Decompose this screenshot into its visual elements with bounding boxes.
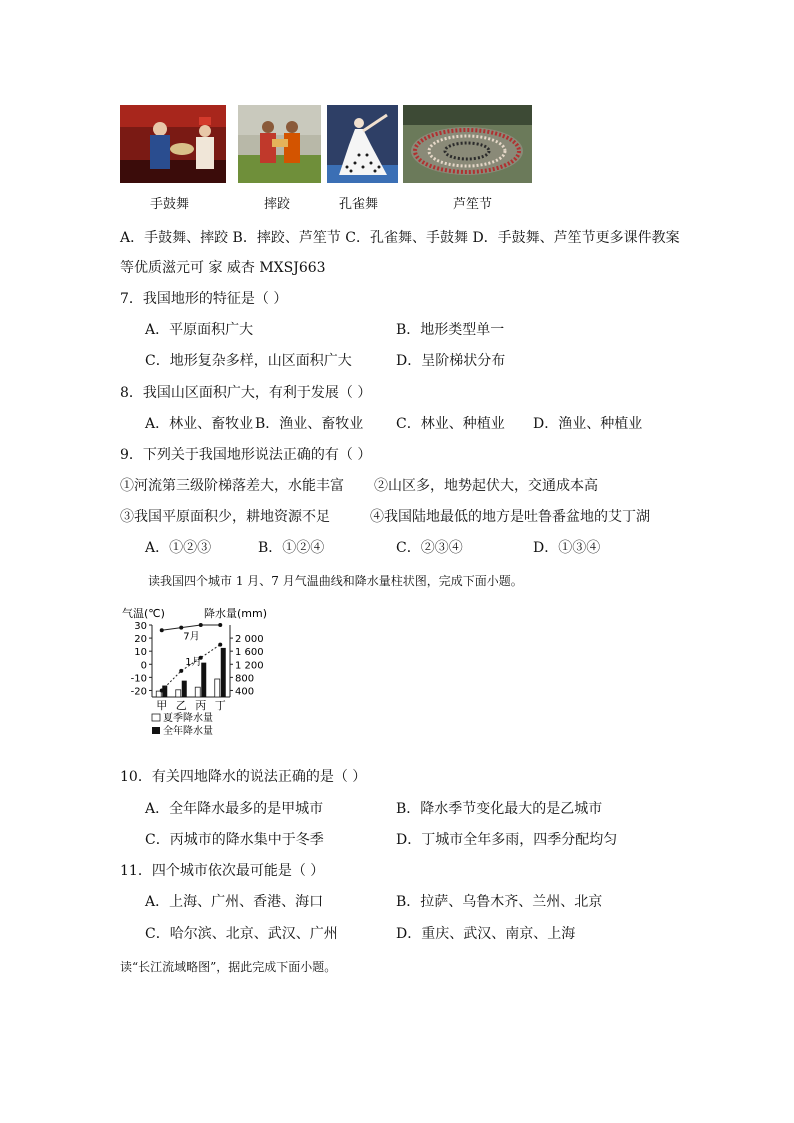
- q6-options: A．手鼓舞、摔跤 B．摔跤、芦笙节 C．孔雀舞、手鼓舞 D．手鼓舞、芦笙节更多课件教案: [120, 230, 680, 246]
- photo-caption: 摔跤: [264, 197, 291, 212]
- q10-option-b: B．降水季节变化最大的是乙城市: [396, 801, 603, 817]
- q8-stem: 8．我国山区面积广大，有利于发展（ ）: [120, 385, 372, 401]
- right-tick-label: 2 000: [235, 634, 264, 646]
- photo-lusheng-festival: [403, 105, 532, 183]
- photo-wrestling: [238, 105, 321, 183]
- legend-swatch-summer: [152, 714, 160, 721]
- q7-option-c: C．地形复杂多样，山区面积广大: [145, 353, 352, 369]
- left-tick-label: -20: [130, 686, 147, 698]
- category-label: 丙: [195, 699, 207, 712]
- q8-option-c: C．林业、种植业: [396, 416, 505, 432]
- category-label: 乙: [175, 699, 187, 712]
- point-july-temp: [218, 623, 222, 627]
- q9-option-d: D．①③④: [533, 540, 601, 556]
- photo-peacock-dance: [327, 105, 398, 183]
- q7-option-a: A．平原面积广大: [145, 322, 254, 338]
- legend-label-summer: 夏季降水量: [163, 713, 213, 724]
- left-tick-label: 10: [134, 647, 147, 659]
- right-tick-label: 400: [235, 686, 255, 698]
- point-july-temp: [160, 628, 164, 632]
- q9-option-b: B．①②④: [258, 540, 325, 556]
- q11-option-c: C．哈尔滨、北京、武汉、广州: [145, 926, 338, 942]
- bar-annual-precip: [182, 681, 187, 697]
- point-january-temp: [160, 688, 164, 692]
- left-tick-label: 0: [140, 660, 147, 672]
- category-label: 丁: [214, 699, 226, 712]
- legend-swatch-annual: [152, 727, 160, 734]
- q9-option-c: C．②③④: [396, 540, 463, 556]
- q10-option-a: A．全年降水最多的是甲城市: [145, 801, 324, 817]
- right-tick-label: 1 600: [235, 647, 264, 659]
- q9-statement-4: ④我国陆地最低的地方是吐鲁番盆地的艾丁湖: [370, 509, 650, 525]
- q10-stem: 10．有关四地降水的说法正确的是（ ）: [120, 769, 367, 785]
- left-tick-label: -10: [130, 673, 147, 685]
- bar-summer-precip: [195, 687, 200, 697]
- bar-summer-precip: [215, 679, 220, 697]
- map-intro: 读“长江流域略图”，据此完成下面小题。: [120, 960, 337, 974]
- series-label-january: 1月: [185, 656, 202, 668]
- q7-option-d: D．呈阶梯状分布: [396, 353, 506, 369]
- photo-caption: 手鼓舞: [150, 197, 190, 212]
- right-tick-label: 1 200: [235, 660, 264, 672]
- point-july-temp: [179, 626, 183, 630]
- right-axis-label: 降水量(mm): [204, 607, 268, 620]
- q7-option-b: B．地形类型单一: [396, 322, 505, 338]
- right-tick-label: 800: [235, 673, 255, 685]
- q8-option-a: A．林业、畜牧业: [145, 416, 254, 432]
- climate-chart: [118, 605, 288, 745]
- q11-option-b: B．拉萨、乌鲁木齐、兰州、北京: [396, 894, 603, 910]
- left-axis-label: 气温(℃): [122, 607, 165, 620]
- photo-hand-drum-dance: [120, 105, 226, 183]
- q9-statement-2: ②山区多，地势起伏大，交通成本高: [374, 478, 598, 494]
- q9-statement-1: ①河流第三级阶梯落差大，水能丰富: [120, 478, 344, 494]
- category-label: 甲: [156, 699, 168, 712]
- series-label-july: 7月: [183, 631, 200, 643]
- point-january-temp: [218, 643, 222, 647]
- q8-option-d: D．渔业、种植业: [533, 416, 643, 432]
- chart-intro: 读我国四个城市 1 月、7 月气温曲线和降水量柱状图，完成下面小题。: [148, 574, 523, 588]
- q6-tail-text: 等优质滋元可 家 威杏 MXSJ663: [120, 260, 326, 276]
- q7-stem: 7．我国地形的特征是（ ）: [120, 291, 288, 307]
- q11-option-d: D．重庆、武汉、南京、上海: [396, 926, 576, 942]
- left-tick-label: 30: [134, 621, 147, 632]
- q11-option-a: A．上海、广州、香港、海口: [145, 894, 324, 910]
- bar-annual-precip: [221, 648, 226, 697]
- point-july-temp: [199, 623, 203, 627]
- q11-stem: 11．四个城市依次最可能是（ ）: [120, 863, 325, 879]
- photo-caption: 芦笙节: [453, 197, 493, 212]
- legend-label-annual: 全年降水量: [163, 726, 213, 737]
- line-july-temp: [162, 625, 221, 630]
- photo-caption: 孔雀舞: [339, 197, 379, 212]
- q9-statement-3: ③我国平原面积少，耕地资源不足: [120, 509, 330, 525]
- left-tick-label: 20: [134, 634, 147, 646]
- q8-option-b: B．渔业、畜牧业: [255, 416, 364, 432]
- bar-summer-precip: [176, 690, 181, 697]
- point-january-temp: [179, 669, 183, 673]
- q9-option-a: A．①②③: [145, 540, 212, 556]
- bar-annual-precip: [201, 663, 206, 697]
- q9-stem: 9．下列关于我国地形说法正确的有（ ）: [120, 447, 372, 463]
- q10-option-c: C．丙城市的降水集中于冬季: [145, 832, 324, 848]
- q10-option-d: D．丁城市全年多雨，四季分配均匀: [396, 832, 618, 848]
